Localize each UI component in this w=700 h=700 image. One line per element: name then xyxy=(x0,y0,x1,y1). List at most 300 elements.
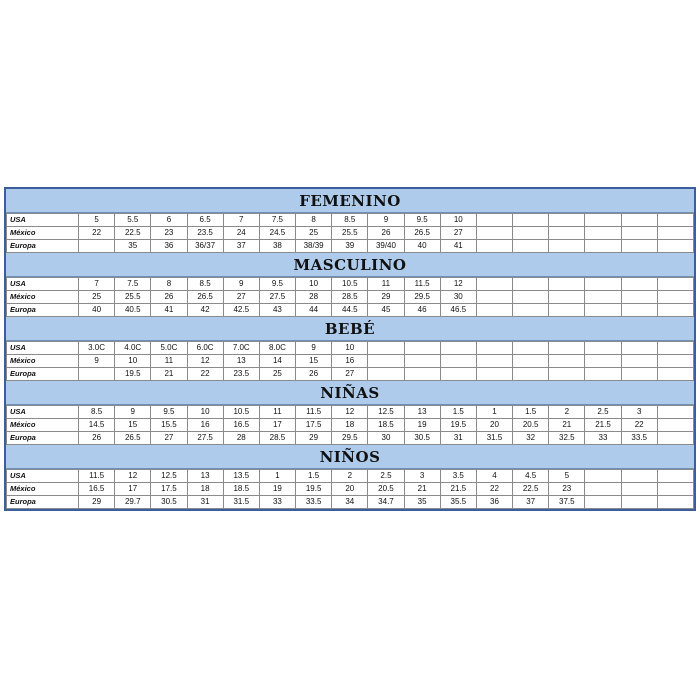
row-label: México xyxy=(7,291,79,304)
size-cell: 28 xyxy=(296,291,332,304)
size-cell: 39/40 xyxy=(368,240,404,253)
size-cell xyxy=(657,496,693,509)
size-cell: 44.5 xyxy=(332,304,368,317)
size-cell xyxy=(621,304,657,317)
table-row xyxy=(7,291,694,304)
size-cell: 10 xyxy=(296,278,332,291)
table-row xyxy=(7,304,694,317)
size-cell: 23.5 xyxy=(223,368,259,381)
size-cell: 40 xyxy=(404,240,440,253)
size-cell: 19.5 xyxy=(296,483,332,496)
size-cell: 27 xyxy=(440,227,476,240)
size-cell: 4.5 xyxy=(513,470,549,483)
size-cell xyxy=(657,214,693,227)
row-label: USA xyxy=(7,278,79,291)
table-row xyxy=(7,432,694,445)
size-cell xyxy=(657,432,693,445)
size-cell: 31.5 xyxy=(476,432,512,445)
size-cell xyxy=(440,342,476,355)
size-cell: 11.5 xyxy=(79,470,115,483)
size-cell: 11 xyxy=(368,278,404,291)
size-cell: 30 xyxy=(440,291,476,304)
size-cell: 9.5 xyxy=(151,406,187,419)
size-cell xyxy=(657,355,693,368)
size-cell xyxy=(404,355,440,368)
size-cell: 22.5 xyxy=(115,227,151,240)
size-cell: 2 xyxy=(332,470,368,483)
size-cell: 25 xyxy=(259,368,295,381)
size-cell: 15.5 xyxy=(151,419,187,432)
size-cell xyxy=(368,355,404,368)
size-cell xyxy=(476,240,512,253)
size-cell: 36 xyxy=(151,240,187,253)
size-cell: 39 xyxy=(332,240,368,253)
size-cell xyxy=(549,355,585,368)
table-row xyxy=(7,419,694,432)
size-cell: 7 xyxy=(223,214,259,227)
size-cell: 16.5 xyxy=(79,483,115,496)
size-cell: 4.0C xyxy=(115,342,151,355)
size-cell: 34.7 xyxy=(368,496,404,509)
size-cell: 8 xyxy=(151,278,187,291)
size-cell: 8.5 xyxy=(79,406,115,419)
size-cell xyxy=(368,368,404,381)
size-cell: 1 xyxy=(259,470,295,483)
size-cell: 29 xyxy=(368,291,404,304)
section-title: NIÑOS xyxy=(6,445,694,469)
size-cell xyxy=(621,214,657,227)
size-cell: 2 xyxy=(549,406,585,419)
size-cell: 8.5 xyxy=(332,214,368,227)
size-cell xyxy=(657,291,693,304)
size-cell: 3.5 xyxy=(440,470,476,483)
size-cell: 10.5 xyxy=(223,406,259,419)
size-cell xyxy=(657,483,693,496)
size-cell: 16 xyxy=(332,355,368,368)
size-cell: 7.5 xyxy=(259,214,295,227)
size-cell xyxy=(585,483,621,496)
size-cell: 21 xyxy=(549,419,585,432)
size-table xyxy=(6,405,694,445)
size-cell: 15 xyxy=(115,419,151,432)
size-cell: 38 xyxy=(259,240,295,253)
size-cell: 34 xyxy=(332,496,368,509)
size-cell xyxy=(549,227,585,240)
size-cell xyxy=(513,291,549,304)
section-title: FEMENINO xyxy=(6,189,694,213)
size-cell: 5 xyxy=(549,470,585,483)
size-cell: 14 xyxy=(259,355,295,368)
size-cell xyxy=(585,304,621,317)
size-cell: 19.5 xyxy=(440,419,476,432)
size-cell: 19 xyxy=(259,483,295,496)
size-cell: 9 xyxy=(79,355,115,368)
row-label: USA xyxy=(7,342,79,355)
size-cell: 20 xyxy=(332,483,368,496)
row-label: Europa xyxy=(7,368,79,381)
size-cell: 17 xyxy=(259,419,295,432)
size-cell: 3 xyxy=(404,470,440,483)
size-cell: 21 xyxy=(151,368,187,381)
size-cell xyxy=(476,355,512,368)
size-cell: 3 xyxy=(621,406,657,419)
size-cell: 10 xyxy=(187,406,223,419)
size-cell xyxy=(476,291,512,304)
size-cell xyxy=(621,240,657,253)
size-table xyxy=(6,341,694,381)
size-cell: 5.5 xyxy=(115,214,151,227)
size-cell: 26.5 xyxy=(404,227,440,240)
size-cell: 18 xyxy=(187,483,223,496)
size-chart xyxy=(4,187,696,511)
size-cell: 27.5 xyxy=(259,291,295,304)
size-cell: 22.5 xyxy=(513,483,549,496)
size-cell: 23 xyxy=(151,227,187,240)
size-cell: 41 xyxy=(151,304,187,317)
size-cell: 9.5 xyxy=(404,214,440,227)
size-cell: 8 xyxy=(296,214,332,227)
size-cell: 8.5 xyxy=(187,278,223,291)
size-cell: 37 xyxy=(513,496,549,509)
size-cell xyxy=(657,304,693,317)
size-cell: 10 xyxy=(115,355,151,368)
size-cell: 35 xyxy=(115,240,151,253)
table-row xyxy=(7,227,694,240)
size-section-0 xyxy=(6,189,694,253)
size-cell: 12 xyxy=(187,355,223,368)
size-cell: 29.5 xyxy=(404,291,440,304)
size-cell: 9 xyxy=(115,406,151,419)
size-cell: 41 xyxy=(440,240,476,253)
size-cell xyxy=(79,368,115,381)
size-cell: 27.5 xyxy=(187,432,223,445)
size-cell xyxy=(476,214,512,227)
size-cell: 45 xyxy=(368,304,404,317)
size-cell: 26 xyxy=(151,291,187,304)
row-label: Europa xyxy=(7,304,79,317)
size-cell xyxy=(513,227,549,240)
size-cell: 22 xyxy=(187,368,223,381)
size-cell xyxy=(513,304,549,317)
size-cell: 30 xyxy=(368,432,404,445)
size-cell: 28.5 xyxy=(259,432,295,445)
size-cell: 9.5 xyxy=(259,278,295,291)
size-cell: 20 xyxy=(476,419,512,432)
size-table xyxy=(6,277,694,317)
size-cell: 2.5 xyxy=(585,406,621,419)
size-cell: 18.5 xyxy=(368,419,404,432)
size-cell: 33 xyxy=(585,432,621,445)
size-cell: 12.5 xyxy=(151,470,187,483)
size-cell xyxy=(657,470,693,483)
size-cell xyxy=(476,278,512,291)
size-cell xyxy=(476,227,512,240)
size-cell: 44 xyxy=(296,304,332,317)
size-section-3 xyxy=(6,381,694,445)
size-cell: 40.5 xyxy=(115,304,151,317)
size-cell: 33 xyxy=(259,496,295,509)
size-cell xyxy=(585,227,621,240)
size-cell: 17 xyxy=(115,483,151,496)
size-cell xyxy=(621,470,657,483)
table-row xyxy=(7,496,694,509)
size-cell xyxy=(440,355,476,368)
size-cell xyxy=(585,214,621,227)
size-table xyxy=(6,213,694,253)
size-cell xyxy=(621,368,657,381)
size-cell xyxy=(621,227,657,240)
size-cell: 21.5 xyxy=(440,483,476,496)
size-cell: 9 xyxy=(368,214,404,227)
size-cell xyxy=(513,368,549,381)
size-cell: 43 xyxy=(259,304,295,317)
size-cell xyxy=(621,291,657,304)
table-row xyxy=(7,278,694,291)
size-cell xyxy=(549,240,585,253)
size-cell xyxy=(621,355,657,368)
size-cell: 33.5 xyxy=(621,432,657,445)
size-cell: 17.5 xyxy=(151,483,187,496)
size-cell: 17.5 xyxy=(296,419,332,432)
size-cell: 12 xyxy=(115,470,151,483)
size-cell: 6.5 xyxy=(187,214,223,227)
size-cell xyxy=(549,304,585,317)
size-cell: 16 xyxy=(187,419,223,432)
size-section-2 xyxy=(6,317,694,381)
size-cell: 10 xyxy=(332,342,368,355)
size-cell xyxy=(513,240,549,253)
size-cell: 12 xyxy=(440,278,476,291)
size-cell: 22 xyxy=(476,483,512,496)
size-cell: 18.5 xyxy=(223,483,259,496)
section-title: MASCULINO xyxy=(6,253,694,277)
size-cell: 42 xyxy=(187,304,223,317)
size-cell: 13 xyxy=(404,406,440,419)
table-row xyxy=(7,342,694,355)
size-cell: 30.5 xyxy=(151,496,187,509)
size-cell: 5 xyxy=(79,214,115,227)
section-title: BEBÉ xyxy=(6,317,694,341)
size-cell xyxy=(657,227,693,240)
size-cell: 9 xyxy=(223,278,259,291)
size-cell: 3.0C xyxy=(79,342,115,355)
table-row xyxy=(7,240,694,253)
size-cell: 1.5 xyxy=(440,406,476,419)
size-cell: 23 xyxy=(549,483,585,496)
size-cell xyxy=(621,342,657,355)
size-cell: 29.7 xyxy=(115,496,151,509)
size-cell: 25 xyxy=(296,227,332,240)
size-cell: 25.5 xyxy=(332,227,368,240)
size-cell: 35 xyxy=(404,496,440,509)
size-cell: 46 xyxy=(404,304,440,317)
size-cell xyxy=(440,368,476,381)
size-cell: 25 xyxy=(79,291,115,304)
size-cell: 1.5 xyxy=(513,406,549,419)
size-cell: 4 xyxy=(476,470,512,483)
size-cell: 40 xyxy=(79,304,115,317)
size-cell: 29 xyxy=(79,496,115,509)
size-cell: 6.0C xyxy=(187,342,223,355)
size-cell xyxy=(621,496,657,509)
size-cell xyxy=(657,368,693,381)
size-cell xyxy=(549,342,585,355)
table-row xyxy=(7,214,694,227)
size-cell xyxy=(657,342,693,355)
size-cell xyxy=(549,368,585,381)
size-cell xyxy=(368,342,404,355)
size-cell: 33.5 xyxy=(296,496,332,509)
size-cell xyxy=(79,240,115,253)
size-cell xyxy=(476,342,512,355)
size-cell: 21.5 xyxy=(585,419,621,432)
size-cell xyxy=(404,342,440,355)
row-label: México xyxy=(7,419,79,432)
size-cell: 27 xyxy=(332,368,368,381)
size-cell: 32 xyxy=(513,432,549,445)
size-cell: 26 xyxy=(368,227,404,240)
size-cell: 7 xyxy=(79,278,115,291)
size-cell xyxy=(476,304,512,317)
size-cell: 26.5 xyxy=(187,291,223,304)
size-cell: 46.5 xyxy=(440,304,476,317)
size-cell: 31 xyxy=(187,496,223,509)
row-label: USA xyxy=(7,470,79,483)
size-cell: 18 xyxy=(332,419,368,432)
size-cell xyxy=(585,496,621,509)
size-cell: 27 xyxy=(151,432,187,445)
size-section-4 xyxy=(6,445,694,509)
size-cell xyxy=(585,291,621,304)
size-cell: 19 xyxy=(404,419,440,432)
row-label: México xyxy=(7,483,79,496)
size-cell: 27 xyxy=(223,291,259,304)
size-cell: 24 xyxy=(223,227,259,240)
size-cell: 7.0C xyxy=(223,342,259,355)
size-cell: 11 xyxy=(259,406,295,419)
table-row xyxy=(7,368,694,381)
size-cell: 35.5 xyxy=(440,496,476,509)
size-cell: 36 xyxy=(476,496,512,509)
size-cell xyxy=(621,278,657,291)
size-cell xyxy=(549,278,585,291)
size-cell xyxy=(657,419,693,432)
size-cell: 5.0C xyxy=(151,342,187,355)
size-cell xyxy=(513,278,549,291)
size-cell: 1.5 xyxy=(296,470,332,483)
row-label: USA xyxy=(7,214,79,227)
row-label: Europa xyxy=(7,240,79,253)
size-cell: 37 xyxy=(223,240,259,253)
size-cell xyxy=(476,368,512,381)
row-label: USA xyxy=(7,406,79,419)
size-cell xyxy=(513,214,549,227)
size-cell: 13.5 xyxy=(223,470,259,483)
size-cell xyxy=(585,278,621,291)
size-cell: 11.5 xyxy=(296,406,332,419)
size-cell: 1 xyxy=(476,406,512,419)
size-cell: 20.5 xyxy=(368,483,404,496)
size-cell xyxy=(585,355,621,368)
size-cell: 42.5 xyxy=(223,304,259,317)
size-cell: 28.5 xyxy=(332,291,368,304)
size-cell: 37.5 xyxy=(549,496,585,509)
size-cell: 14.5 xyxy=(79,419,115,432)
size-cell: 23.5 xyxy=(187,227,223,240)
size-cell: 11 xyxy=(151,355,187,368)
size-cell: 10 xyxy=(440,214,476,227)
size-cell xyxy=(513,355,549,368)
size-cell: 24.5 xyxy=(259,227,295,240)
size-cell: 13 xyxy=(223,355,259,368)
size-cell: 28 xyxy=(223,432,259,445)
size-cell: 38/39 xyxy=(296,240,332,253)
size-cell xyxy=(657,278,693,291)
size-cell xyxy=(404,368,440,381)
size-cell: 11.5 xyxy=(404,278,440,291)
section-title: NIÑAS xyxy=(6,381,694,405)
size-cell xyxy=(621,483,657,496)
size-cell: 22 xyxy=(79,227,115,240)
size-cell: 32.5 xyxy=(549,432,585,445)
table-row xyxy=(7,483,694,496)
size-cell: 13 xyxy=(187,470,223,483)
table-row xyxy=(7,355,694,368)
size-cell: 21 xyxy=(404,483,440,496)
size-cell: 12 xyxy=(332,406,368,419)
size-cell xyxy=(549,291,585,304)
size-cell: 29 xyxy=(296,432,332,445)
size-cell: 29.5 xyxy=(332,432,368,445)
size-cell xyxy=(585,470,621,483)
size-cell: 15 xyxy=(296,355,332,368)
size-cell: 6 xyxy=(151,214,187,227)
row-label: México xyxy=(7,227,79,240)
size-cell: 31 xyxy=(440,432,476,445)
size-cell: 26 xyxy=(79,432,115,445)
size-cell: 20.5 xyxy=(513,419,549,432)
size-cell xyxy=(513,342,549,355)
row-label: Europa xyxy=(7,496,79,509)
size-cell: 12.5 xyxy=(368,406,404,419)
size-cell xyxy=(585,240,621,253)
size-cell xyxy=(549,214,585,227)
size-cell: 16.5 xyxy=(223,419,259,432)
size-table xyxy=(6,469,694,509)
size-cell xyxy=(585,342,621,355)
size-cell: 30.5 xyxy=(404,432,440,445)
size-cell: 31.5 xyxy=(223,496,259,509)
size-cell: 8.0C xyxy=(259,342,295,355)
size-cell: 19.5 xyxy=(115,368,151,381)
table-row xyxy=(7,406,694,419)
size-cell: 22 xyxy=(621,419,657,432)
size-cell: 7.5 xyxy=(115,278,151,291)
row-label: Europa xyxy=(7,432,79,445)
size-cell: 10.5 xyxy=(332,278,368,291)
size-cell: 26.5 xyxy=(115,432,151,445)
size-cell: 26 xyxy=(296,368,332,381)
size-cell: 36/37 xyxy=(187,240,223,253)
table-row xyxy=(7,470,694,483)
size-cell xyxy=(657,240,693,253)
size-cell xyxy=(585,368,621,381)
size-section-1 xyxy=(6,253,694,317)
size-cell: 25.5 xyxy=(115,291,151,304)
size-cell xyxy=(657,406,693,419)
row-label: México xyxy=(7,355,79,368)
size-cell: 9 xyxy=(296,342,332,355)
